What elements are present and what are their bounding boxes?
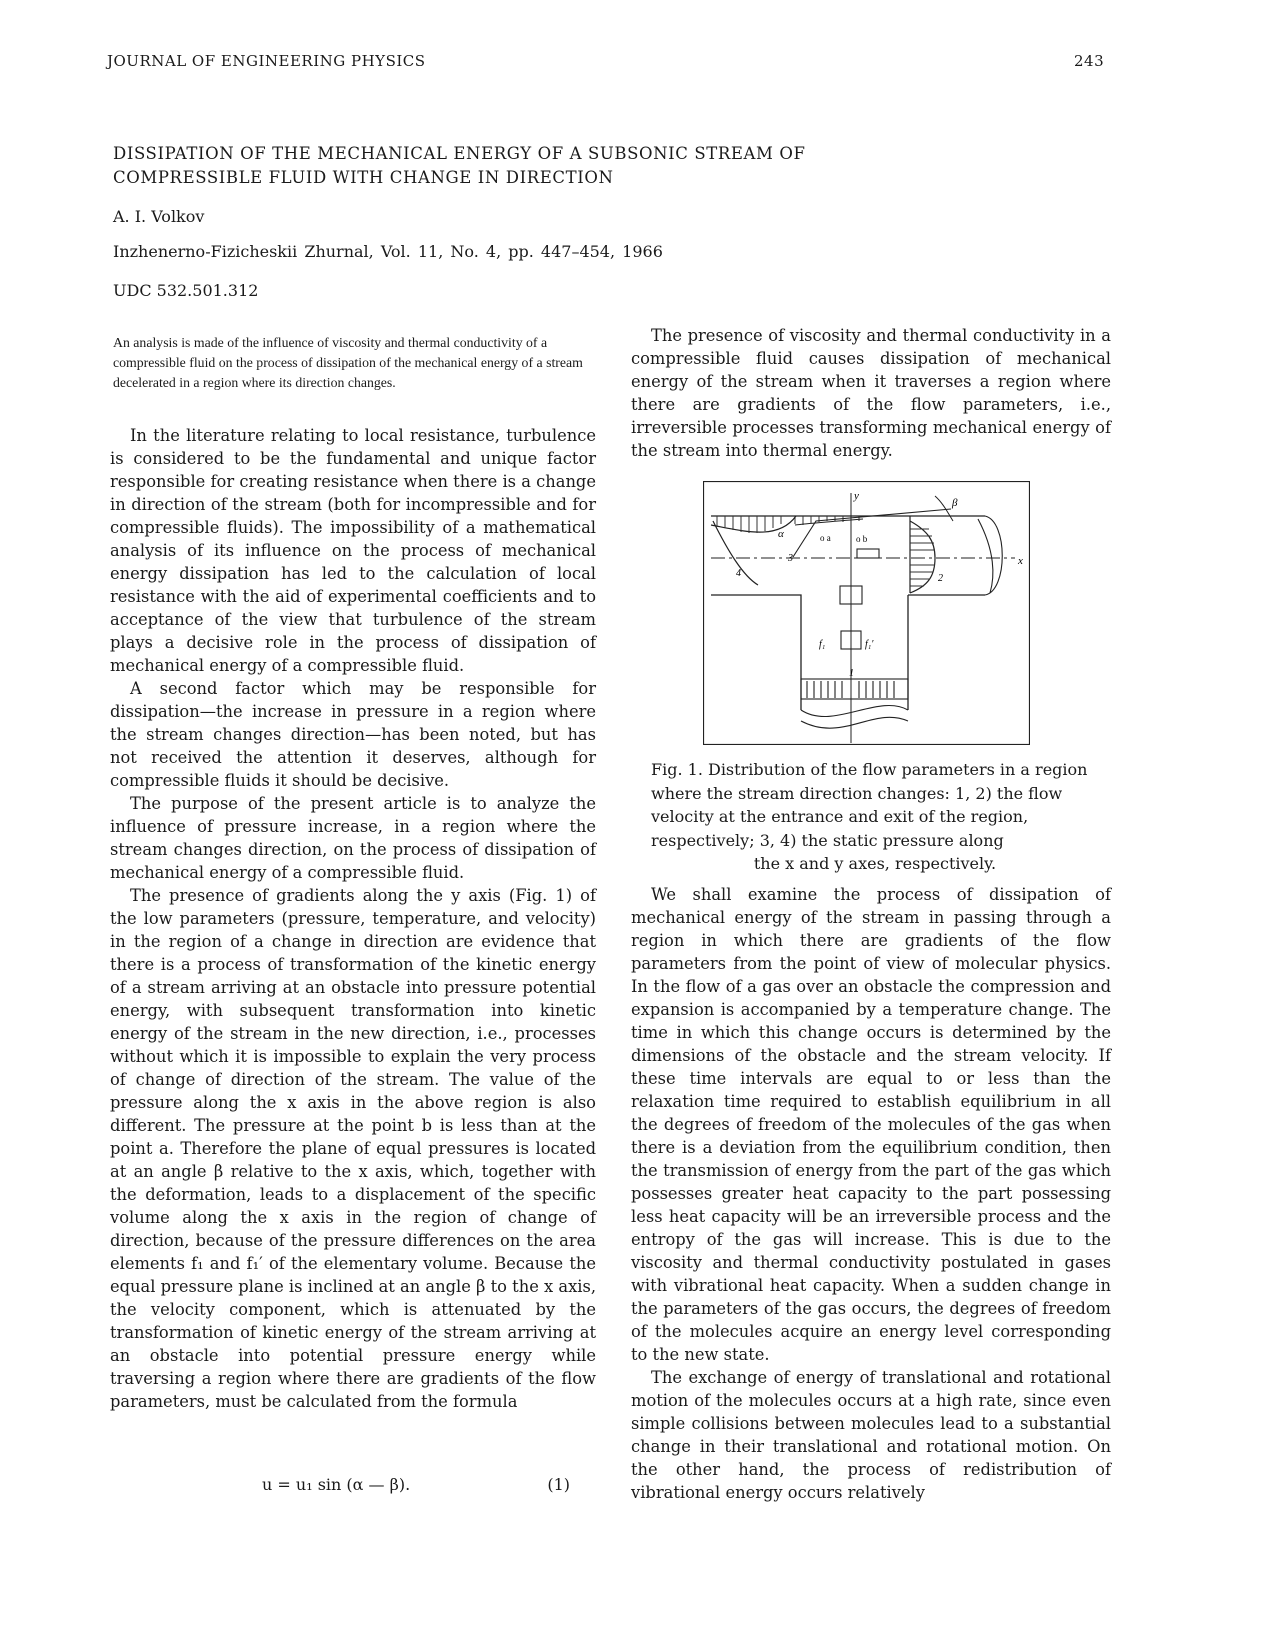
figure-1-diagram <box>703 481 1030 745</box>
paragraph: We shall examine the process of dissipation of mechanical energy of the stream in passing through a region in which there are gradients of the flow parameters from the point of view of molecular physics. In the flow of a gas over an obstacle the compression and expansion is accompanied by a temperature change. The time in which this change occurs is determined by the dimensions of the obstacle and the stream velocity. If these time intervals are equal to or less than the relaxation time required to establish equilibrium in all the degrees of freedom of the molecules of the gas when there is a deviation from the equilibrium condition, then the transmission of energy from the part of the gas which possesses greater heat capacity to the part possessing less heat capacity will be an irreversible process and the entropy of the gas will increase. This is due to the viscosity and thermal conductivity postulated in gases with vibrational heat capacity. When a sudden change in the parameters of the gas occurs, the degrees of freedom of the molecules acquire an energy level corresponding to the new state. <box>631 885 1111 1364</box>
figure-label-1: 1 <box>849 668 854 679</box>
paragraph: The presence of viscosity and thermal conductivity in a compressible fluid causes dissipation of mechanical energy of the stream when it traverses a region where there are gradients of the flow parameters, i.e., irreversible processes transforming mechanical energy of the stream into thermal energy. <box>631 326 1111 460</box>
figure-label-beta: β <box>952 497 958 509</box>
right-column-top <box>631 324 1111 462</box>
title-line-1: DISSIPATION OF THE MECHANICAL ENERGY OF A SUBSONIC STREAM OF <box>113 144 806 163</box>
caption-text: Fig. 1. Distribution of the flow parameters in a region where the stream direction changes: 1, 2) the flow velocity at the entrance and exit of the region, respectively; 3, 4) the static pressure along <box>651 760 1088 850</box>
title-line-2: COMPRESSIBLE FLUID WITH CHANGE IN DIRECTION <box>113 168 614 187</box>
equation-text: u = u₁ sin (α — β). <box>262 1475 411 1494</box>
paragraph: The exchange of energy of translational and rotational motion of the molecules occurs at a high rate, since even simple collisions between molecules lead to a substantial change in their translational and rotational motion. On the other hand, the process of redistribution of vibrational energy occurs relatively <box>631 1368 1111 1502</box>
figure-label-2: 2 <box>938 573 943 584</box>
paragraph: The presence of gradients along the y axis (Fig. 1) of the low parameters (pressure, temperature, and velocity) in the region of a change in direction are evidence that there is a process of transformation of the kinetic energy of a stream arriving at an obstacle into pressure potential energy, with subsequent transformation into kinetic energy of the stream in the new direction, i.e., processes without which it is impossible to explain the very process of change of direction of the stream. The value of the pressure along the x axis in the above region is also different. The pressure at the point b is less than at the point a. Therefore the plane of equal pressures is located at an angle β relative to the x axis, which, together with the deformation, leads to a displacement of the specific volume along the x axis in the region of change of direction, because of the pressure differences on the area elements f₁ and f₁′ of the elementary volume. Because the equal pressure plane is inclined at an angle β to the x axis, the velocity component, which is attenuated by the transformation of kinetic energy of the stream arriving at an obstacle into potential pressure energy while traversing a region where there are gradients of the flow parameters, must be calculated from the formula <box>110 886 596 1411</box>
figure-label-f1-prime: f₁′ <box>865 639 874 650</box>
paragraph: In the literature relating to local resistance, turbulence is considered to be the fundamental and unique factor responsible for creating resistance when there is a change in direction of the stream (both for incompressible and for compressible fluids). The impossibility of a mathematical analysis of its influence on the process of mechanical energy dissipation has led to the calculation of local resistance with the aid of experimental coefficients and to acceptance of the view that turbulence of the stream plays a decisive role in the process of dissipation of mechanical energy of a compressible fluid. <box>110 426 596 675</box>
article-title <box>113 142 873 190</box>
equation-number: (1) <box>547 1475 570 1494</box>
figure-label-4: 4 <box>736 568 741 579</box>
citation: Inzhenerno-Fizicheskii Zhurnal, Vol. 11, No. 4, pp. 447–454, 1966 <box>113 242 663 261</box>
paragraph: The purpose of the present article is to analyze the influence of pressure increase, in a region where the stream changes direction, on the process of dissipation of mechanical energy of a compressible fluid. <box>110 794 596 882</box>
udc-code: UDC 532.501.312 <box>113 281 259 300</box>
page-number: 243 <box>1074 52 1105 70</box>
figure-label-b: o b <box>856 534 868 544</box>
caption-last-line: the x and y axes, respectively. <box>753 854 997 873</box>
figure-caption <box>651 758 1099 876</box>
figure-label-a: o a <box>820 533 831 543</box>
paragraph: A second factor which may be responsible for dissipation—the increase in pressure in a region where the stream changes direction—has been noted, but has not received the attention it deserves, although for compressible fluids it should be decisive. <box>110 679 596 790</box>
figure-label-y: y <box>854 490 859 502</box>
left-column <box>110 424 596 1413</box>
figure-label-f1: f₁ <box>819 639 826 650</box>
figure-label-alpha: α <box>778 528 784 540</box>
abstract: An analysis is made of the influence of viscosity and thermal conductivity of a compressible fluid on the process of dissipation of the mechanical energy of a stream decelerated in a region where its direction changes. <box>113 335 583 390</box>
right-column-bottom <box>631 883 1111 1504</box>
figure-label-3: 3 <box>788 553 793 564</box>
author: A. I. Volkov <box>113 207 205 226</box>
equation-1 <box>262 1475 602 1494</box>
journal-header: JOURNAL OF ENGINEERING PHYSICS <box>107 52 426 70</box>
figure-label-x: x <box>1018 555 1023 567</box>
